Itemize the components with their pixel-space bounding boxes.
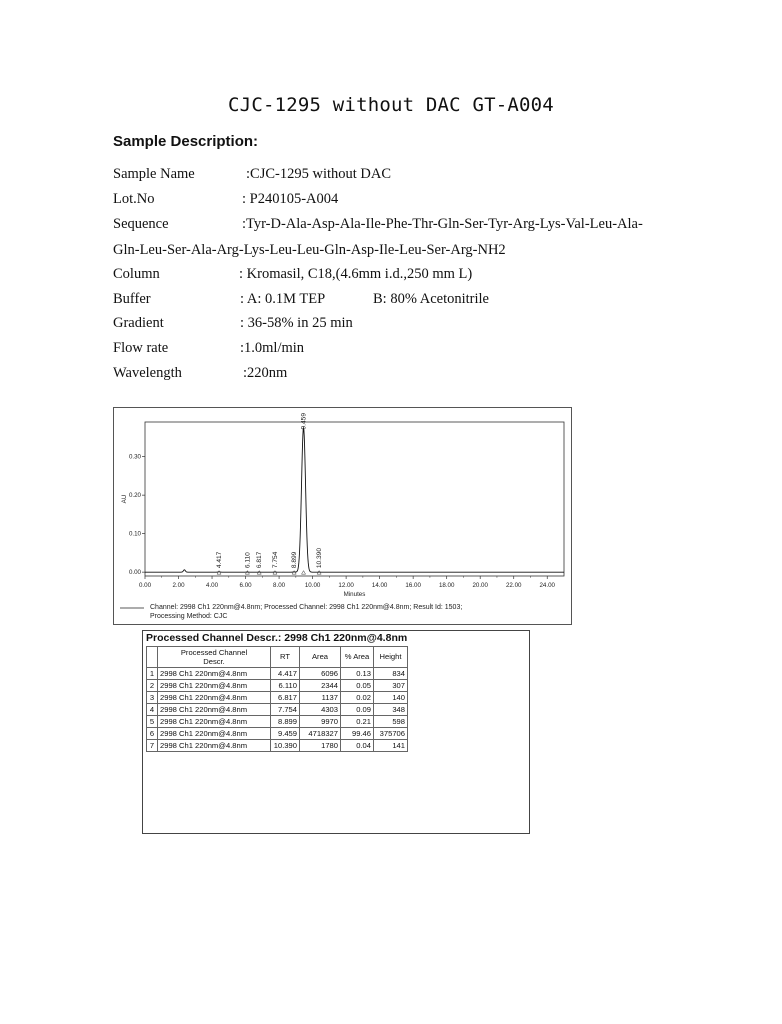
page-title: CJC-1295 without DAC GT-A004 bbox=[228, 94, 554, 116]
y-tick-label: 0.30 bbox=[128, 453, 141, 461]
table-cell: 2 bbox=[147, 680, 158, 692]
y-axis-label: AU bbox=[121, 494, 128, 504]
table-cell: 0.05 bbox=[341, 680, 374, 692]
results-panel bbox=[142, 630, 530, 834]
table-cell: 6 bbox=[147, 728, 158, 740]
x-tick-label: 20.00 bbox=[472, 582, 488, 589]
peak-label: 7.754 bbox=[271, 551, 279, 569]
x-tick-label: 8.00 bbox=[273, 582, 286, 589]
table-cell: 1780 bbox=[300, 740, 341, 752]
table-cell: 834 bbox=[374, 668, 408, 680]
detail-value: :1.0ml/min bbox=[240, 340, 305, 356]
table-cell: 2998 Ch1 220nm@4.8nm bbox=[158, 680, 271, 692]
detail-label: Flow rate bbox=[113, 340, 169, 356]
x-tick-label: 0.00 bbox=[138, 582, 152, 589]
col-channel-label: Processed Channel Descr. bbox=[180, 647, 248, 666]
table-cell: 99.46 bbox=[341, 728, 374, 740]
col-rt: RT bbox=[271, 647, 300, 668]
detail-value: : A: 0.1M TEP bbox=[240, 291, 326, 307]
col-height: Height bbox=[374, 647, 408, 668]
x-axis-label: Minutes bbox=[343, 591, 366, 598]
table-cell: 0.13 bbox=[341, 668, 374, 680]
results-heading: Processed Channel Descr.: 2998 Ch1 220nm@4.8nm bbox=[146, 632, 408, 644]
detail-label: Buffer bbox=[113, 291, 151, 307]
table-cell: 6.817 bbox=[271, 692, 300, 704]
detail-value: :220nm bbox=[243, 365, 288, 381]
peak-label: 10.390 bbox=[316, 547, 324, 569]
table-cell: 3 bbox=[147, 692, 158, 704]
col-index bbox=[147, 647, 158, 668]
detail-label: Sample Name bbox=[113, 166, 195, 182]
x-tick-label: 16.00 bbox=[405, 582, 421, 589]
table-cell: 5 bbox=[147, 716, 158, 728]
table-cell: 2998 Ch1 220nm@4.8nm bbox=[158, 716, 271, 728]
col-area: Area bbox=[300, 647, 341, 668]
table-row bbox=[147, 704, 408, 716]
x-tick-label: 4.00 bbox=[206, 582, 219, 589]
table-cell: 4.417 bbox=[271, 668, 300, 680]
detail-value: : 36-58% in 25 min bbox=[240, 315, 353, 331]
detail-label: Gradient bbox=[113, 315, 164, 331]
table-cell: 2998 Ch1 220nm@4.8nm bbox=[158, 668, 271, 680]
x-tick-label: 2.00 bbox=[172, 582, 185, 589]
table-cell: 2998 Ch1 220nm@4.8nm bbox=[158, 740, 271, 752]
table-cell: 0.04 bbox=[341, 740, 374, 752]
table-cell: 348 bbox=[374, 704, 408, 716]
section-heading: Sample Description: bbox=[113, 133, 259, 150]
x-tick-label: 18.00 bbox=[438, 582, 455, 589]
table-cell: 140 bbox=[374, 692, 408, 704]
table-cell: 7.754 bbox=[271, 704, 300, 716]
table-cell: 9.459 bbox=[271, 728, 300, 740]
table-cell: 6.110 bbox=[271, 680, 300, 692]
peak-label: 4.417 bbox=[216, 551, 224, 569]
chromatogram-chart bbox=[114, 408, 573, 626]
table-cell: 0.21 bbox=[341, 716, 374, 728]
peak-label: 9.459 bbox=[300, 412, 308, 430]
table-cell: 6096 bbox=[300, 668, 341, 680]
table-cell: 4 bbox=[147, 704, 158, 716]
table-cell: 2998 Ch1 220nm@4.8nm bbox=[158, 704, 271, 716]
table-cell: 0.09 bbox=[341, 704, 374, 716]
chromatogram-trace bbox=[145, 428, 564, 573]
table-cell: 598 bbox=[374, 716, 408, 728]
table-cell: 10.390 bbox=[271, 740, 300, 752]
x-tick-label: 6.00 bbox=[239, 582, 252, 589]
table-row bbox=[147, 692, 408, 704]
table-cell: 307 bbox=[374, 680, 408, 692]
detail-value: : P240105-A004 bbox=[242, 191, 339, 207]
x-tick-label: 22.00 bbox=[505, 582, 522, 589]
peak-label: 6.817 bbox=[256, 551, 264, 569]
table-cell: 1 bbox=[147, 668, 158, 680]
peak-marker bbox=[302, 571, 306, 575]
detail-value: :CJC-1295 without DAC bbox=[246, 166, 392, 182]
detail-label: Wavelength bbox=[113, 365, 182, 381]
table-cell: 2344 bbox=[300, 680, 341, 692]
table-cell: 7 bbox=[147, 740, 158, 752]
detail-label: Column bbox=[113, 266, 160, 282]
table-cell: 2998 Ch1 220nm@4.8nm bbox=[158, 728, 271, 740]
results-table bbox=[146, 646, 408, 752]
detail-value: :Tyr-D-Ala-Asp-Ala-Ile-Phe-Thr-Gln-Ser-Tyr-Arg-Lys-Val-Leu-Ala- bbox=[242, 216, 643, 232]
table-cell: 1137 bbox=[300, 692, 341, 704]
y-tick-label: 0.00 bbox=[128, 569, 141, 577]
col-channel bbox=[158, 647, 271, 668]
x-tick-label: 24.00 bbox=[539, 582, 555, 589]
table-cell: 9970 bbox=[300, 716, 341, 728]
table-row bbox=[147, 740, 408, 752]
detail-value-secondary: B: 80% Acetonitrile bbox=[373, 291, 489, 307]
col-pct-area: % Area bbox=[341, 647, 374, 668]
x-tick-label: 10.00 bbox=[304, 582, 321, 589]
table-row bbox=[147, 716, 408, 728]
legend-text-line2: Processing Method: CJC bbox=[150, 613, 228, 620]
table-cell: 4718327 bbox=[300, 728, 341, 740]
detail-value: : Kromasil, C18,(4.6mm i.d.,250 mm L) bbox=[239, 266, 473, 282]
peak-label: 8.899 bbox=[291, 551, 299, 569]
table-row bbox=[147, 668, 408, 680]
peak-label: 6.110 bbox=[244, 552, 252, 569]
table-row bbox=[147, 680, 408, 692]
table-row bbox=[147, 728, 408, 740]
legend-text-line1: Channel: 2998 Ch1 220nm@4.8nm; Processed Channel: 2998 Ch1 220nm@4.8nm; Result Id: 1503; bbox=[150, 604, 463, 611]
plot-frame bbox=[145, 422, 564, 576]
x-tick-label: 14.00 bbox=[371, 582, 388, 589]
y-tick-label: 0.10 bbox=[128, 530, 141, 538]
y-tick-label: 0.20 bbox=[128, 492, 141, 500]
table-cell: 4303 bbox=[300, 704, 341, 716]
table-cell: 2998 Ch1 220nm@4.8nm bbox=[158, 692, 271, 704]
x-tick-label: 12.00 bbox=[338, 582, 354, 589]
detail-value: Gln-Leu-Ser-Ala-Arg-Lys-Leu-Leu-Gln-Asp-Ile-Leu-Ser-Arg-NH2 bbox=[113, 242, 506, 258]
detail-label: Lot.No bbox=[113, 191, 155, 207]
detail-label: Sequence bbox=[113, 216, 169, 232]
table-cell: 0.02 bbox=[341, 692, 374, 704]
chromatogram-panel bbox=[113, 407, 572, 625]
table-cell: 375706 bbox=[374, 728, 408, 740]
table-cell: 8.899 bbox=[271, 716, 300, 728]
table-cell: 141 bbox=[374, 740, 408, 752]
